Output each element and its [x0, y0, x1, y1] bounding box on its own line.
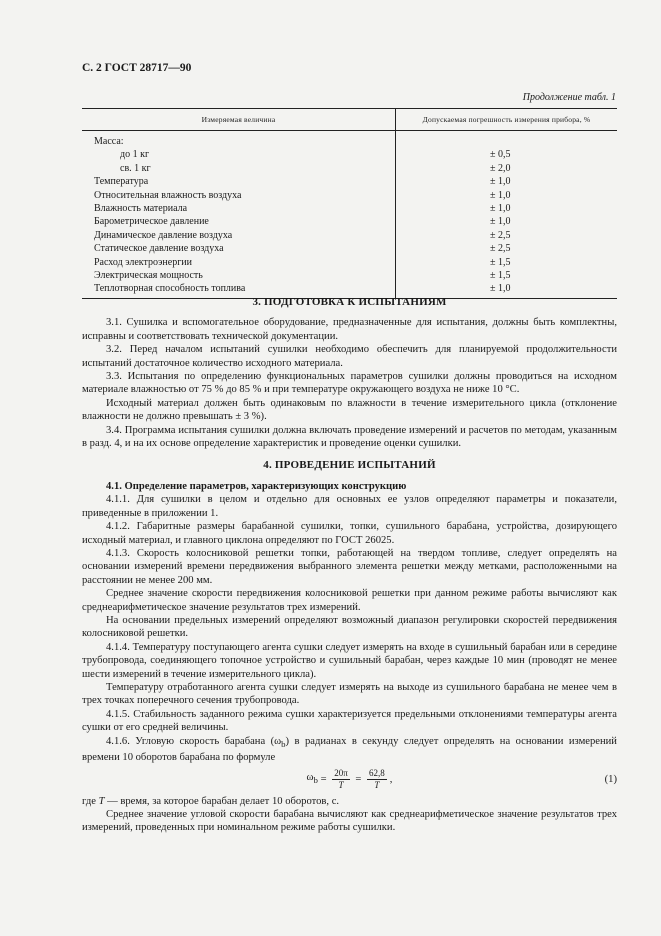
- table-row: Статическое давление воздуха ± 2,5: [82, 242, 617, 255]
- table-row: Расход электроэнергии ± 1,5: [82, 256, 617, 269]
- paragraph-4-1-2: 4.1.2. Габаритные размеры барабанной сушилки, топки, сушильного барабана, устройства, дозирующего исходный материал, и главного циклона определяют по ГОСТ 26025.: [82, 521, 617, 546]
- paragraph-3-3: 3.3. Испытания по определению функциональных параметров сушилки должны проводиться на исходном материале влажностью от 75 % до 85 % и при температуре окружающего воздуха не ниже 10 °С.: [82, 371, 617, 396]
- table-row: Относительная влажность воздуха ± 1,0: [82, 189, 617, 202]
- paragraph-4-1-5: 4.1.5. Стабильность заданного режима сушки характеризуется предельными отклонениями температуры агента сушки от его средней величины.: [82, 708, 617, 734]
- paragraph-4-1-3-avg: Среднее значение скорости передвижения колосниковой решетки при данном режиме работы вычисляют как среднеарифметическое значение результатов трех измерений.: [82, 588, 617, 613]
- paragraph-3-3-note: Исходный материал должен быть одинаковым по влажности в течение измерительного цикла (отклонение влажности не должно превышать ± 3 %).: [82, 397, 617, 423]
- paragraph-3-2: 3.2. Перед началом испытаний сушилки необходимо обеспечить для планируемой продолжительности испытаний достаточное количество исходного материала.: [82, 344, 617, 369]
- paragraph-4-1-6-avg: Среднее значение угловой скорости барабана вычисляют как среднеарифметическое значение результатов трех измерений, проведенных при номинальном режиме работы сушилки.: [82, 808, 617, 834]
- paragraph-3-1: 3.1. Сушилка и вспомогательное оборудование, предназначенные для испытания, должны быть комплектны, исправны и соответствовать технической документации.: [82, 317, 617, 342]
- formula-1: $\omega_b$ = $\frac{20\pi}{T}$ = $\frac{62,8}{T}$ , (1): [306, 768, 617, 791]
- measurement-table: [82, 108, 617, 299]
- table-row: Барометрическое давление ± 1,0: [82, 215, 617, 228]
- paragraph-4-1-4-exhaust: Температуру отработанного агента сушки следует измерять на выходе из сушильного барабана не менее чем в трех точках поперечного сечения трубопровода.: [82, 681, 617, 707]
- table-row: Электрическая мощность ± 1,5: [82, 269, 617, 282]
- table-row: Температура ± 1,0: [82, 175, 617, 188]
- table-row: Теплотворная способность топлива ± 1,0: [82, 282, 617, 298]
- formula-where: где T — время, за которое барабан делает 10 оборотов, с.: [82, 795, 340, 807]
- table-caption: Продолжение табл. 1: [522, 92, 616, 103]
- document-body: [82, 292, 617, 835]
- section-3-title: 3. ПОДГОТОВКА К ИСПЫТАНИЯМ: [252, 296, 447, 308]
- paragraph-4-1-3: 4.1.3. Скорость колосниковой решетки топки, работающей на твердом топливе, следует определять на основании измерений времени передвижения выбранного элемента решетки между метками, расположенными на расстоянии не менее 200 мм.: [82, 547, 617, 586]
- table-row: Масса:: [82, 131, 617, 149]
- table-header-quantity: Измеряемая величина: [82, 109, 396, 131]
- formula-number: (1): [604, 773, 617, 785]
- paragraph-4-1-6: 4.1.6. Угловую скорость барабана $(\omega_b)$ в радианах в секунду следует определять на основании измерений времени 10 оборотов барабана по формуле: [82, 735, 617, 764]
- page-header: С. 2 ГОСТ 28717—90: [82, 62, 192, 74]
- subsection-4-1-title: 4.1. Определение параметров, характеризующих конструкцию: [106, 480, 407, 492]
- formula-fraction-2: $\frac{62,8}{T}$: [369, 768, 385, 791]
- table-row: Динамическое давление воздуха ± 2,5: [82, 229, 617, 242]
- section-4-title: 4. ПРОВЕДЕНИЕ ИСПЫТАНИЙ: [263, 459, 436, 472]
- paragraph-4-1-4: 4.1.4. Температуру поступающего агента сушки следует измерять на входе в сушильный барабан или в середине трубопровода, соединяющего топочное устройство и сушильный барабан, через каждые 10 мин (проводят не менее шести измерений в течение измерительного цикла).: [82, 641, 617, 680]
- formula-fraction-1: $\frac{20\pi}{T}$: [334, 768, 348, 791]
- table-row: до 1 кг ± 0,5: [82, 148, 617, 161]
- table-header-error: Допускаемая погрешность измерения прибора, %: [396, 109, 618, 131]
- formula-lhs: $\omega_b$: [306, 772, 318, 786]
- paragraph-4-1-3-range: На основании предельных измерений определяют возможный диапазон регулировки скоростей передвижения колосниковой решетки.: [82, 614, 617, 640]
- table-row: Влажность материала ± 1,0: [82, 202, 617, 215]
- table-row: св. 1 кг ± 2,0: [82, 162, 617, 175]
- paragraph-4-1-1: 4.1.1. Для сушилки в целом и отдельно для основных ее узлов определяют параметры и показатели, приведенные в приложении 1.: [82, 494, 617, 519]
- paragraph-3-4: 3.4. Программа испытания сушилки должна включать проведение измерений и расчетов по методам, указанным в разд. 4, и на их основе определение характеристик и проведение оценки сушилки.: [82, 424, 617, 450]
